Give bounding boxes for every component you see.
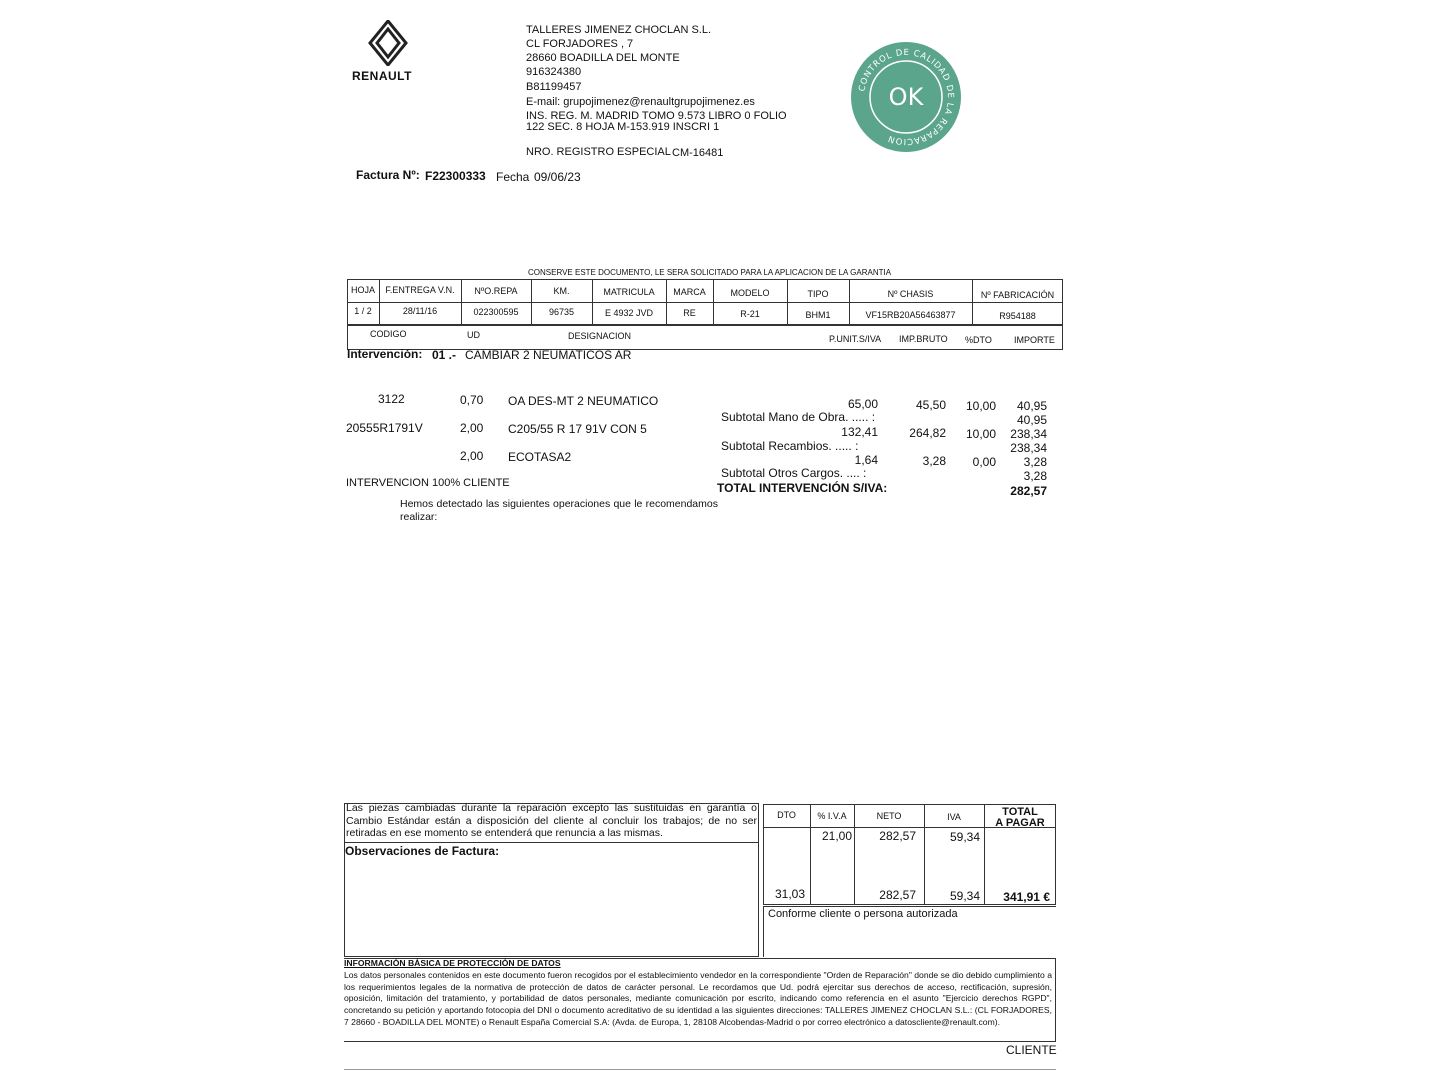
col-designacion: DESIGNACION bbox=[568, 331, 632, 341]
value-modelo: R-21 bbox=[740, 309, 760, 319]
observations-label: Observaciones de Factura: bbox=[345, 844, 500, 858]
value-hoja: 1 / 2 bbox=[354, 306, 372, 316]
totals-header-total: TOTAL A PAGAR bbox=[995, 806, 1045, 829]
company-street: CL FORJADORES , 7 bbox=[526, 38, 634, 50]
col-codigo: CODIGO bbox=[370, 329, 407, 339]
company-registry-line2: 122 SEC. 8 HOJA M-153.919 INSCRI 1 bbox=[526, 121, 720, 133]
totals-final-iva: 59,34 bbox=[949, 889, 980, 903]
header-fabricacion: Nº FABRICACIÓN bbox=[980, 290, 1055, 300]
line-ud: 0,70 bbox=[460, 393, 484, 407]
totals-iva: 59,34 bbox=[949, 830, 980, 844]
totals-header-neto: NETO bbox=[876, 811, 902, 821]
line-importe: 238,34 bbox=[1010, 427, 1047, 441]
lines-header-bar bbox=[347, 324, 1063, 350]
header-chasis: Nº CHASIS bbox=[887, 289, 934, 299]
col-importe: IMPORTE bbox=[1014, 335, 1055, 345]
line-bruto: 3,28 bbox=[922, 454, 946, 468]
totals-header-iva: IVA bbox=[947, 812, 961, 822]
totals-final-dto: 31,03 bbox=[775, 887, 806, 901]
invoice-number: F22300333 bbox=[425, 169, 486, 183]
privacy-text: Los datos personales contenidos en este documento fueron recogidos por el establecimiento vendedor en la correspondiente "Orden de Reparación" donde se dio debido cumplimiento a los requerimientos legales de la normativa de protección de datos de carácter personal. Le recordamos que Ud. podrá ejercitar sus derechos de acceso, rectificación, supresión, oposición, limitación del tratamiento, y portabilidad de datos personales, mediante comunicación por escrito, indicando como referencia en el asunto "Ejercicio derechos RGPD", concretando su petición y aportando fotocopia del DNI o documento acreditativo de su identidad a las siguientes direcciones: TALLERES JIMENEZ CHOCLAN S.L.: (CL FORJADORES, 7 28660 - BOADILLA DEL MONTE) o Renault España Comercial S.A: (Avda. de Europa, 1, 28108 Alcobendas-Madrid o por correo electrónico a datoscliente@renault.com). bbox=[344, 970, 1052, 1027]
totals-neto: 282,57 bbox=[879, 829, 916, 843]
line-dto: 10,00 bbox=[965, 427, 996, 441]
totals-iva-pct: 21,00 bbox=[821, 829, 852, 843]
quality-seal bbox=[850, 41, 962, 153]
subtotal-parts-value: 238,34 bbox=[1010, 441, 1047, 455]
intervention-number: 01 .- bbox=[432, 348, 457, 362]
value-orden-reparacion: 022300595 bbox=[473, 307, 519, 317]
value-matricula: E 4932 JVD bbox=[604, 308, 654, 318]
intervention-label: Intervención: bbox=[347, 347, 423, 361]
line-importe: 3,28 bbox=[1023, 455, 1047, 469]
invoice-number-label: Factura Nº: bbox=[356, 168, 420, 182]
client-share: INTERVENCION 100% CLIENTE bbox=[346, 477, 510, 489]
value-entrega: 28/11/16 bbox=[402, 306, 438, 316]
line-bruto: 45,50 bbox=[915, 398, 946, 412]
line-dto: 0,00 bbox=[972, 455, 996, 469]
line-codigo: 20555R1791V bbox=[346, 421, 423, 435]
header-hoja: HOJA bbox=[350, 285, 375, 295]
line-punit: 132,41 bbox=[841, 425, 878, 439]
line-bruto: 264,82 bbox=[909, 426, 946, 440]
header-matricula: MATRICULA bbox=[603, 287, 655, 297]
line-codigo: 3122 bbox=[378, 392, 405, 406]
invoice-date-label: Fecha bbox=[496, 170, 530, 184]
col-impbruto: IMP.BRUTO bbox=[899, 334, 948, 344]
subtotal-labour-value: 40,95 bbox=[1016, 413, 1047, 427]
subtotal-parts-label: Subtotal Recambios. ..... : bbox=[721, 439, 859, 453]
header-tipo: TIPO bbox=[807, 289, 829, 299]
line-designacion: C205/55 R 17 91V CON 5 bbox=[508, 422, 647, 436]
header-entrega: F.ENTREGA V.N. bbox=[385, 285, 455, 295]
line-punit: 1,64 bbox=[854, 453, 878, 467]
line-importe: 40,95 bbox=[1016, 399, 1047, 413]
line-punit: 65,00 bbox=[847, 397, 878, 411]
col-punit: P.UNIT.S/IVA bbox=[829, 334, 882, 344]
company-phone: 916324380 bbox=[526, 66, 582, 78]
line-designacion: ECOTASA2 bbox=[508, 450, 572, 464]
company-city: 28660 BOADILLA DEL MONTE bbox=[526, 52, 680, 64]
value-tipo: BHM1 bbox=[805, 310, 831, 320]
col-dto: %DTO bbox=[965, 335, 992, 345]
totals-header-iva-pct: % I.V.A bbox=[817, 811, 847, 821]
special-registry-value: CM-16481 bbox=[672, 147, 724, 159]
col-ud: UD bbox=[467, 330, 480, 340]
seal-ring-text: CONTROL DE CALIDAD DE LA REPARACION bbox=[857, 47, 956, 147]
subtotal-labour-label: Subtotal Mano de Obra. ..... : bbox=[721, 410, 876, 424]
company-registry-line1: INS. REG. M. MADRID TOMO 9.573 LIBRO 0 FOLIO bbox=[526, 110, 787, 122]
company-email: E-mail: grupojimenez@renaultgrupojimenez.es bbox=[526, 96, 755, 108]
renault-logo-icon bbox=[368, 20, 408, 66]
totals-final-neto: 282,57 bbox=[879, 888, 916, 902]
value-chasis: VF15RB20A56463877 bbox=[865, 310, 956, 320]
line-ud: 2,00 bbox=[460, 421, 484, 435]
company-name: TALLERES JIMENEZ CHOCLAN S.L. bbox=[526, 24, 712, 36]
value-fabricacion: R954188 bbox=[999, 311, 1036, 321]
company-cif: B81199457 bbox=[526, 81, 582, 93]
intervention-total-label: TOTAL INTERVENCIÓN S/IVA: bbox=[717, 481, 888, 495]
header-marca: MARCA bbox=[673, 287, 706, 297]
intervention-total-value: 282,57 bbox=[1010, 484, 1047, 498]
line-dto: 10,00 bbox=[965, 399, 996, 413]
header-orden-reparacion: NºO.REPA bbox=[474, 286, 518, 296]
copy-label: CLIENTE bbox=[1006, 1043, 1057, 1057]
recommendation-text: Hemos detectado las siguientes operaciones que le recomendamos realizar: bbox=[400, 498, 718, 523]
seal-ok-text: OK bbox=[888, 83, 924, 111]
header-modelo: MODELO bbox=[730, 288, 770, 298]
warranty-notice: CONSERVE ESTE DOCUMENTO, LE SERA SOLICITADO PARA LA APLICACION DE LA GARANTIA bbox=[528, 268, 892, 277]
warranty-note: Las piezas cambiadas durante la reparación excepto las sustituidas en garantía o Cambio Estándar están a disposición del cliente al concluir los trabajos; de no ser retiradas en ese momento se entenderá que renuncia a las mismas. bbox=[346, 802, 757, 839]
special-registry-label: NRO. REGISTRO ESPECIAL bbox=[526, 146, 671, 158]
header-km: KM. bbox=[553, 286, 570, 296]
invoice-date: 09/06/23 bbox=[534, 170, 581, 184]
totals-header-dto: DTO bbox=[777, 810, 796, 820]
value-km: 96735 bbox=[548, 307, 575, 317]
signature-label: Conforme cliente o persona autorizada bbox=[768, 908, 958, 920]
subtotal-other-value: 3,28 bbox=[1023, 469, 1047, 483]
line-ud: 2,00 bbox=[460, 449, 484, 463]
brand-name: RENAULT bbox=[352, 69, 412, 83]
value-marca: RE bbox=[683, 308, 696, 318]
total-to-pay: 341,91 € bbox=[1003, 890, 1050, 904]
subtotal-other-label: Subtotal Otros Cargos. .... : bbox=[721, 466, 867, 480]
intervention-title: CAMBIAR 2 NEUMATICOS AR bbox=[465, 348, 632, 362]
privacy-title: INFORMACIÓN BÁSICA DE PROTECCIÓN DE DATOS bbox=[344, 958, 561, 968]
line-designacion: OA DES-MT 2 NEUMATICO bbox=[508, 394, 659, 408]
